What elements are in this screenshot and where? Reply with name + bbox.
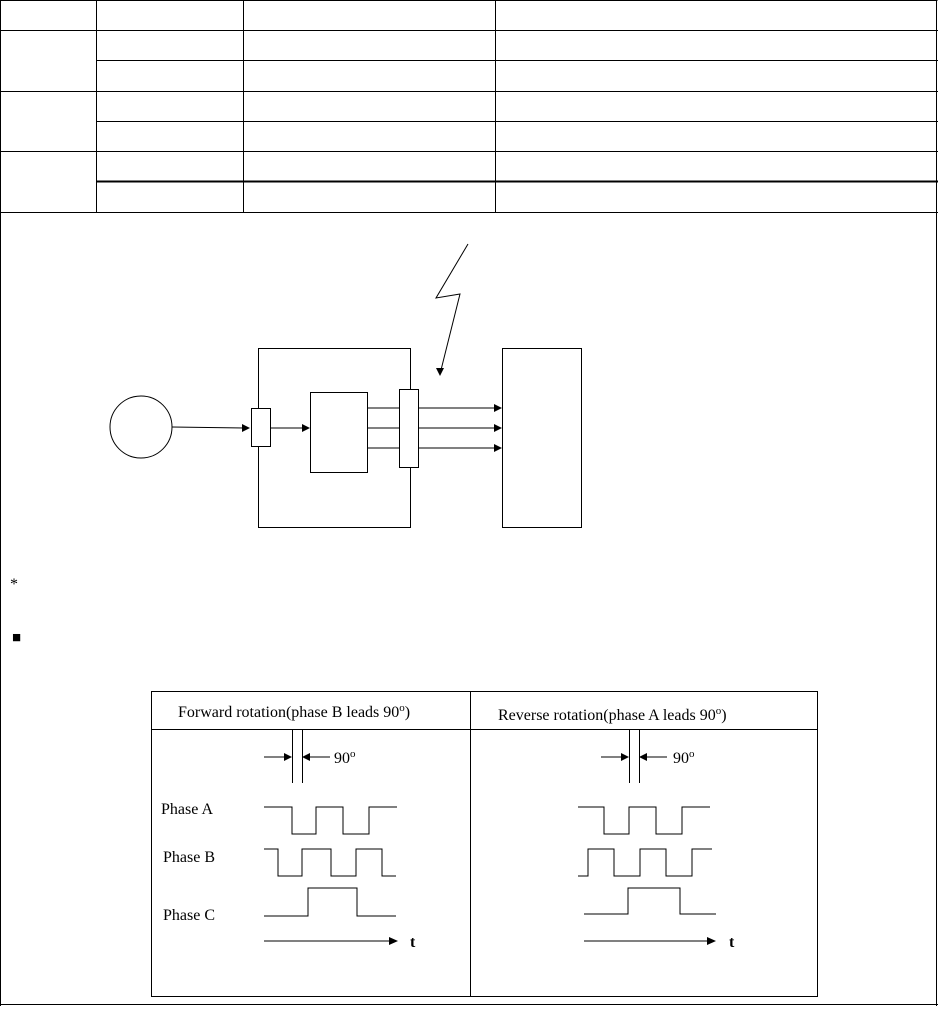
reverse-time-label: t	[729, 934, 735, 951]
lightning-arrowhead	[436, 368, 444, 376]
receiver-device-box	[503, 349, 582, 528]
phase-a-waveform	[264, 807, 397, 834]
encoder-block-diagram	[110, 244, 582, 528]
phase-a-waveform	[578, 807, 710, 834]
phase-b-waveform	[578, 849, 712, 876]
phase-b-waveform	[264, 849, 396, 876]
forward-timing-diagram	[264, 729, 398, 945]
input-connector	[252, 409, 271, 447]
forward-phase-a-label: Phase A	[161, 801, 213, 818]
forward-phase-b-label: Phase B	[163, 849, 215, 866]
reverse-angle-label: 90$^o$	[673, 748, 695, 767]
forward-time-label: t	[410, 934, 416, 951]
forward-rotation-header: Forward rotation(phase B leads 90$^o$)	[178, 702, 411, 721]
lightning-noise-symbol	[436, 244, 468, 374]
reverse-timing-diagram	[578, 729, 716, 945]
signal-processor-box	[311, 393, 368, 473]
output-connector	[400, 390, 419, 468]
phase-c-waveform	[264, 888, 396, 916]
footnote-asterisk: *	[10, 576, 18, 593]
bullet-square-icon: ■	[12, 630, 22, 646]
reverse-rotation-header: Reverse rotation(phase A leads 90$^o$)	[498, 705, 727, 724]
encoder-housing	[259, 349, 411, 528]
motor-circle	[110, 396, 172, 458]
forward-phase-c-label: Phase C	[163, 907, 215, 924]
rotation-table	[151, 691, 818, 997]
forward-angle-label: 90$^o$	[334, 748, 356, 767]
phase-c-waveform	[584, 888, 716, 914]
